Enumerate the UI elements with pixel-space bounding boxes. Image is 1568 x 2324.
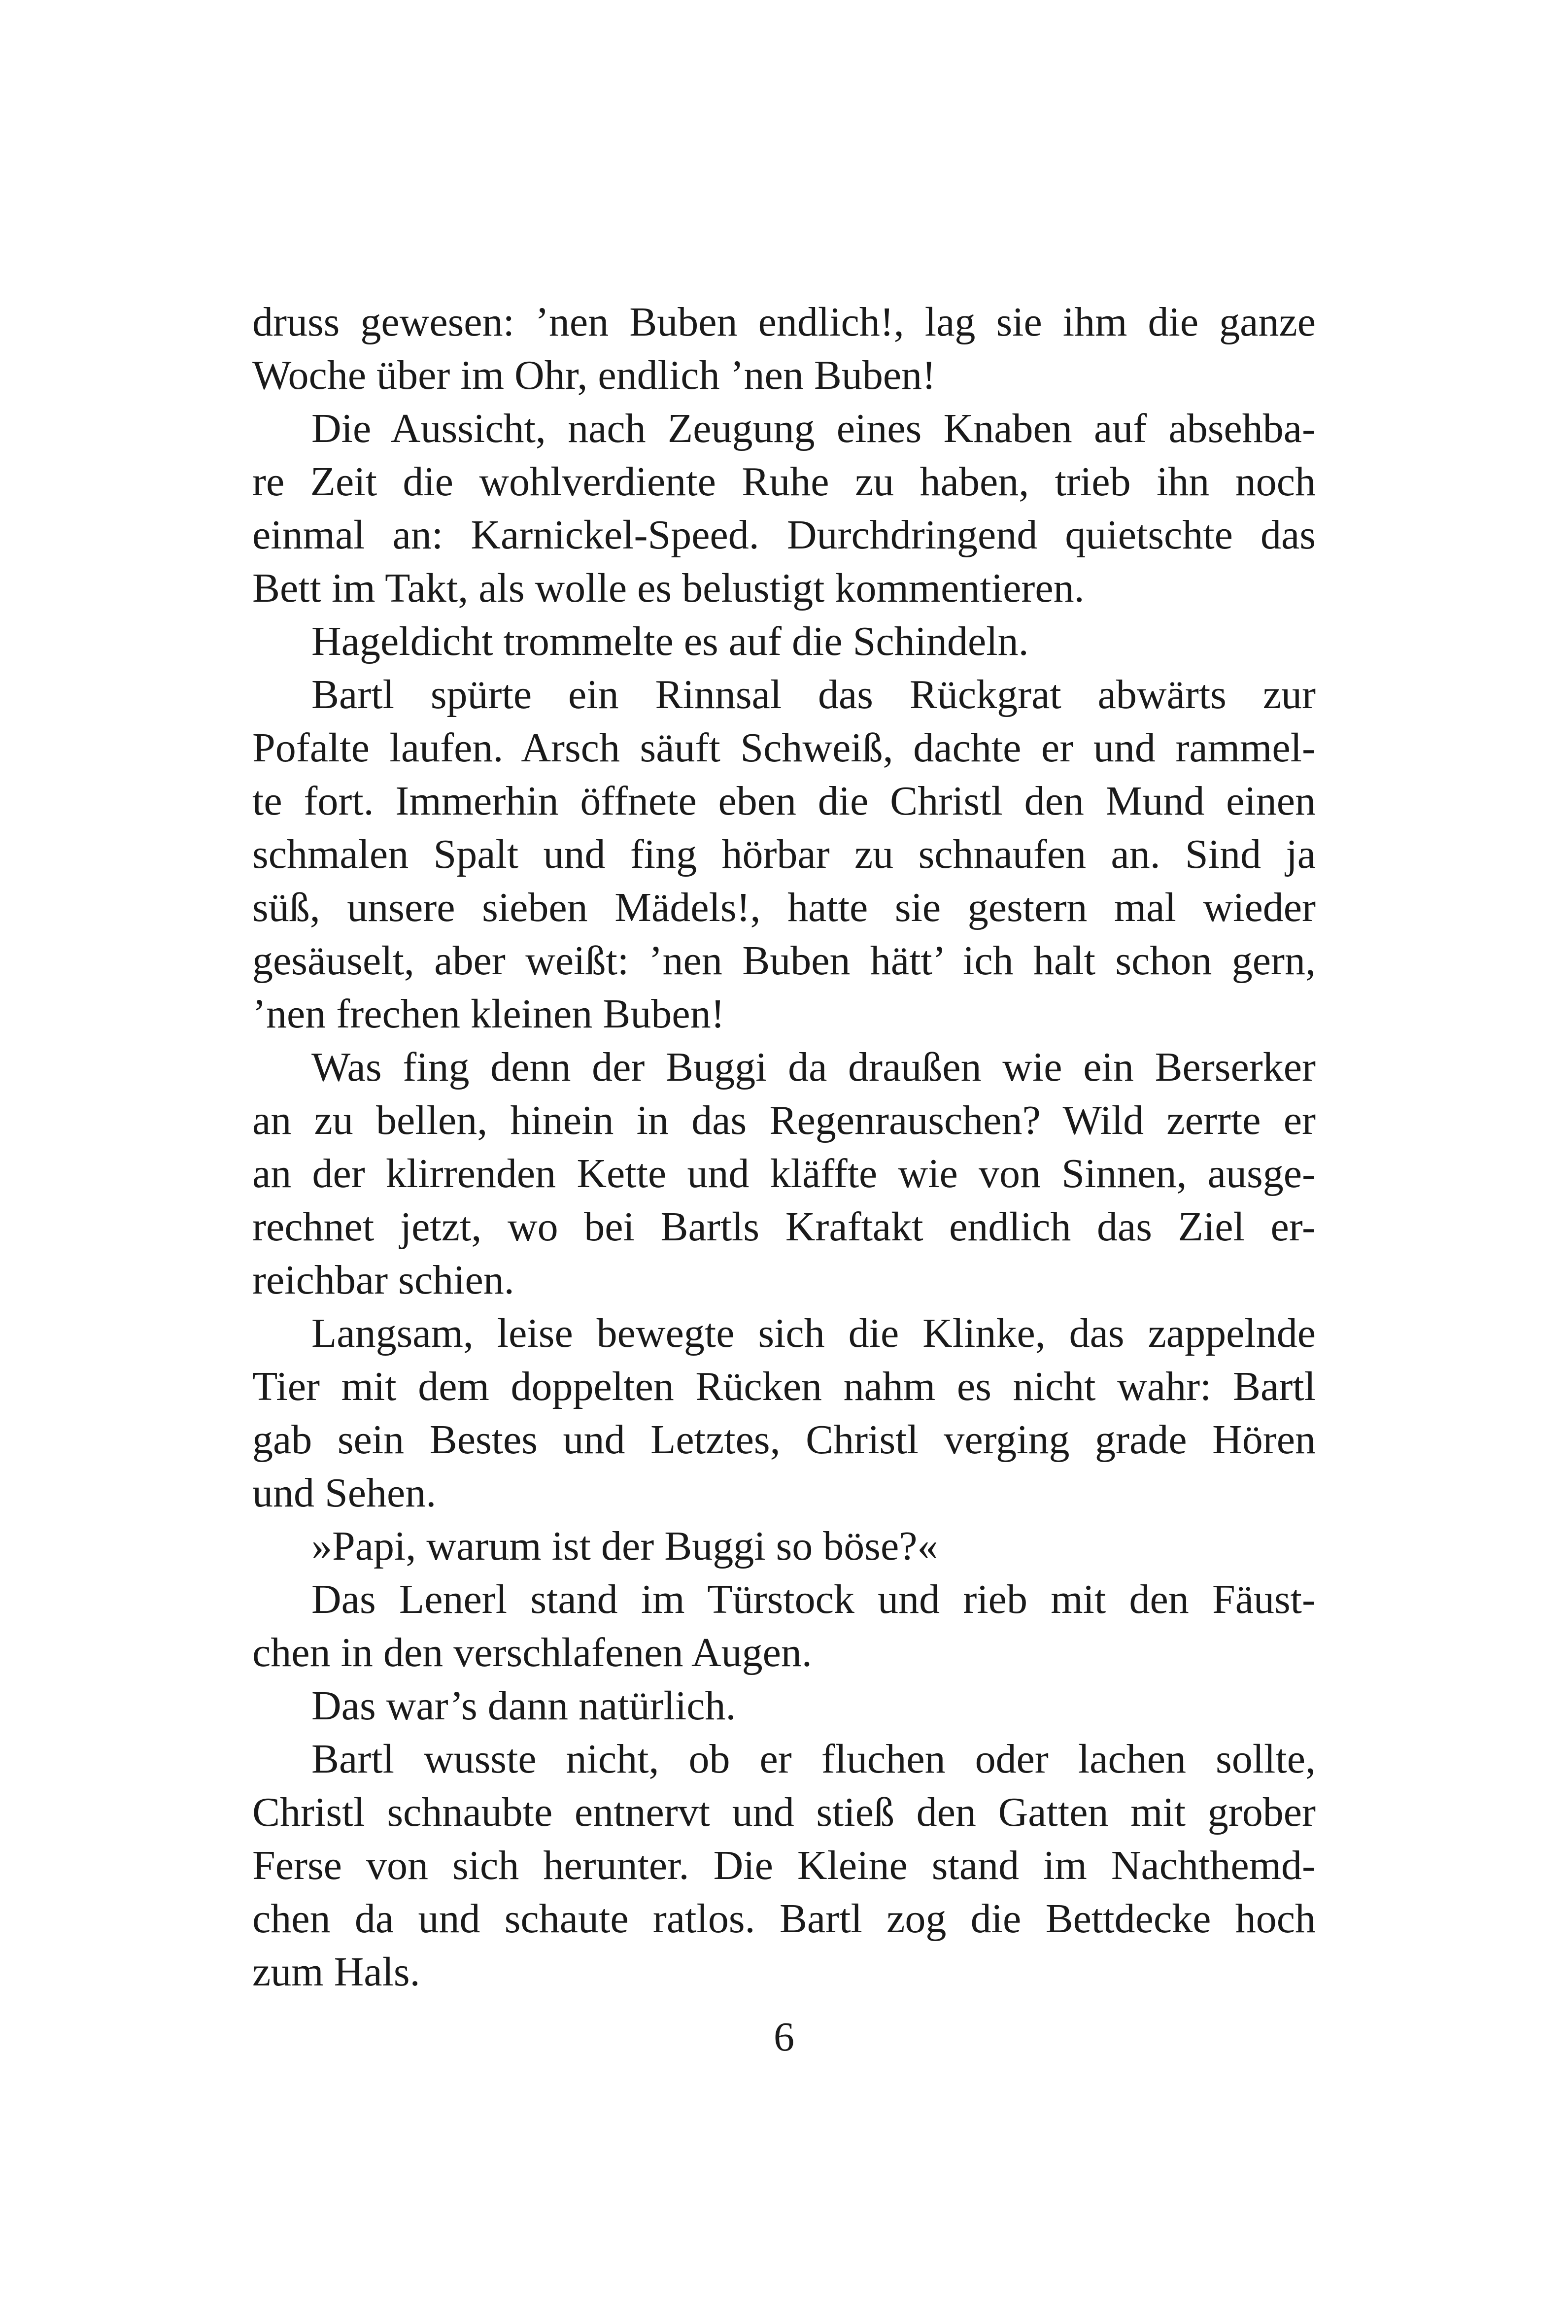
- text-line: te fort. Immerhin öffnete eben die Christl den Mund einen: [252, 778, 1316, 824]
- text-line: ’nen frechen kleinen Buben!: [252, 991, 725, 1037]
- text-line: Christl schnaubte entnervt und stieß den Gatten mit grober: [252, 1789, 1316, 1835]
- text-line: gesäuselt, aber weißt: ’nen Buben hätt’ ich halt schon gern,: [252, 938, 1316, 984]
- text-line: chen in den verschlafenen Augen.: [252, 1630, 812, 1675]
- text-line: Langsam, leise bewegte sich die Klinke, das zappelnde: [311, 1310, 1316, 1356]
- text-line: Ferse von sich herunter. Die Kleine stand im Nachthemd-: [252, 1843, 1316, 1888]
- text-line: Woche über im Ohr, endlich ’nen Buben!: [252, 352, 936, 398]
- text-line: an zu bellen, hinein in das Regenrauschen? Wild zerrte er: [252, 1097, 1316, 1143]
- text-line: und Sehen.: [252, 1470, 437, 1516]
- text-line: gab sein Bestes und Letztes, Christl verging grade Hören: [252, 1417, 1316, 1463]
- text-line: Die Aussicht, nach Zeugung eines Knaben auf absehba-: [311, 406, 1316, 451]
- text-line: Bartl spürte ein Rinnsal das Rückgrat abwärts zur: [311, 672, 1316, 718]
- text-line: Bett im Takt, als wolle es belustigt kommentieren.: [252, 565, 1085, 611]
- body-text: [252, 296, 1316, 1999]
- text-line: Was fing denn der Buggi da draußen wie ein Berserker: [311, 1044, 1316, 1090]
- text-line: zum Hals.: [252, 1949, 420, 1995]
- text-line: Pofalte laufen. Arsch säuft Schweiß, dachte er und rammel-: [252, 725, 1316, 771]
- text-line: reichbar schien.: [252, 1257, 514, 1303]
- text-line: rechnet jetzt, wo bei Bartls Kraftakt endlich das Ziel er-: [252, 1204, 1316, 1250]
- text-line: schmalen Spalt und fing hörbar zu schnaufen an. Sind ja: [252, 831, 1316, 877]
- text-line: süß, unsere sieben Mädels!, hatte sie gestern mal wieder: [252, 885, 1316, 930]
- text-line: druss gewesen: ’nen Buben endlich!, lag sie ihm die ganze: [252, 299, 1316, 345]
- text-line: Hageldicht trommelte es auf die Schindeln.: [311, 618, 1029, 664]
- text-line: Bartl wusste nicht, ob er fluchen oder lachen sollte,: [311, 1736, 1316, 1782]
- text-line: chen da und schaute ratlos. Bartl zog die Bettdecke hoch: [252, 1896, 1316, 1942]
- page-number: 6: [774, 2014, 794, 2060]
- text-line: Tier mit dem doppelten Rücken nahm es nicht wahr: Bartl: [252, 1364, 1316, 1409]
- text-line: Das war’s dann natürlich.: [311, 1683, 736, 1729]
- text-line: einmal an: Karnickel-Speed. Durchdringend quietschte das: [252, 512, 1316, 558]
- text-line: re Zeit die wohlverdiente Ruhe zu haben, trieb ihn noch: [252, 459, 1316, 505]
- text-line: an der klirrenden Kette und kläffte wie von Sinnen, ausge-: [252, 1151, 1316, 1196]
- text-line: »Papi, warum ist der Buggi so böse?«: [311, 1523, 938, 1569]
- text-line: Das Lenerl stand im Türstock und rieb mit den Fäust-: [311, 1576, 1316, 1622]
